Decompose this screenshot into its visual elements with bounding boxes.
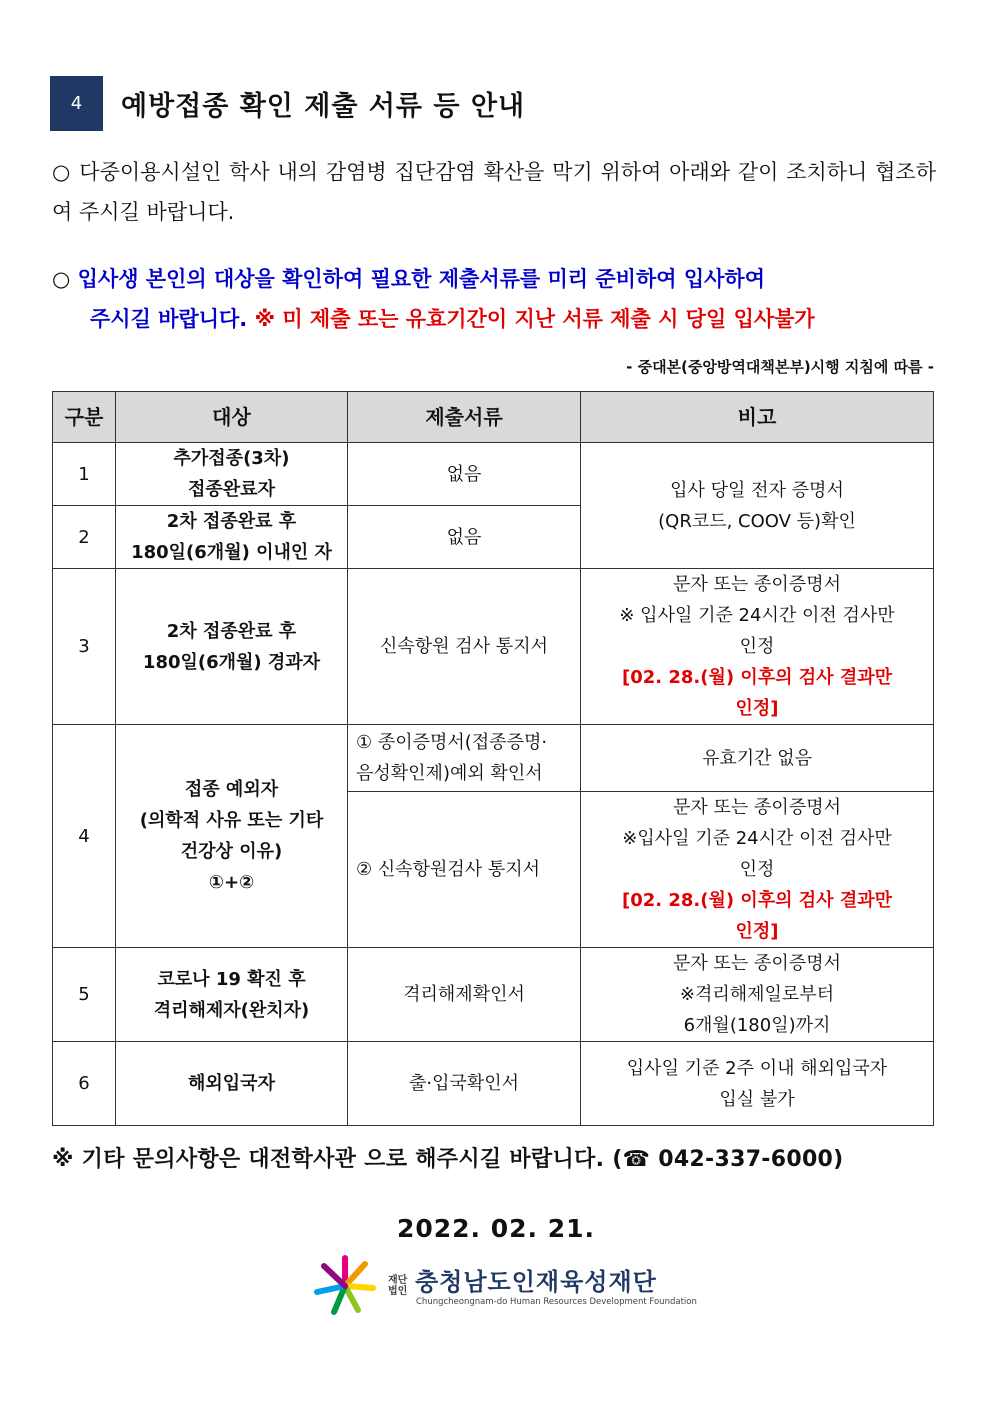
row-number: 4 [53,725,116,948]
header-documents: 제출서류 [348,392,581,443]
circle-bullet-icon: ○ [52,267,71,291]
logo-text [388,1262,697,1307]
section-number: 4 [50,76,103,131]
foundation-logo [310,1252,697,1316]
row-target [116,506,348,569]
header-target: 대상 [116,392,348,443]
remark-red-line: 인정] [735,698,779,719]
row-remark [581,1042,934,1126]
remark-line: 입사일 기준 2주 이내 해외입국자 [626,1057,888,1079]
row-remark [581,569,934,725]
target-line: 180일(6개월) 이내인 자 [131,542,332,563]
row-target [116,443,348,506]
row-number: 5 [53,948,116,1042]
header-remarks: 비고 [581,392,934,443]
row-number: 3 [53,569,116,725]
logo-small-line: 재단 [388,1274,408,1286]
row-target [116,948,348,1042]
row-document: 없음 [348,443,581,506]
remark-red-line: 인정] [735,921,779,942]
row-document: 없음 [348,506,581,569]
target-line: 2차 접종완료 후 [166,620,297,642]
remark-line: ※ 입사일 기준 24시간 이전 검사만 [619,605,895,626]
remark-line: 문자 또는 종이증명서 [673,574,841,595]
section-title: 예방접종 확인 제출 서류 등 안내 [121,91,526,122]
table-header-row [53,392,934,443]
remark-line: (QR코드, COOV 등)확인 [658,510,856,532]
row-remark [581,948,934,1042]
logo-name: 충청남도인재육성재단 [415,1267,657,1296]
remark-line: 입사 당일 전자 증명서 [670,479,844,501]
target-line: 코로나 19 확진 후 [157,968,306,990]
pinwheel-logo-icon [310,1252,380,1316]
remark-line: ※격리해제일로부터 [679,984,835,1005]
row-target: 해외입국자 [116,1042,348,1126]
remark-line: 인정 [739,859,775,880]
row-number: 2 [53,506,116,569]
remark-red-line: [02. 28.(월) 이후의 검사 결과만 [621,890,892,911]
document-line: 음성확인제)예외 확인서 [356,763,543,784]
row-document: 격리해제확인서 [348,948,581,1042]
row-document: 신속항원 검사 통지서 [348,569,581,725]
circle-bullet-icon: ○ [52,160,72,184]
documents-table [52,391,934,1126]
row-target [116,569,348,725]
document-line: ① 종이증명서(접종증명· [356,732,548,753]
remark-line: 입실 불가 [719,1088,795,1110]
table-row [53,569,934,725]
intro-paragraph [52,152,936,232]
notice-blue-text: 입사생 본인의 대상을 확인하여 필요한 제출서류를 미리 준비하여 입사하여 [77,267,765,291]
remark-red-line: [02. 28.(월) 이후의 검사 결과만 [621,667,892,688]
table-row [53,725,934,792]
table-row [53,1042,934,1126]
row-remark [581,792,934,948]
logo-legal-label [388,1275,410,1297]
target-line: 건강상 이유) [180,841,283,862]
contact-note: ※ 기타 문의사항은 대전학사관 으로 해주시길 바랍니다. (☎ 042-337-6000) [52,1147,844,1172]
remark-line: 인정 [739,636,775,657]
source-note: - 중대본(중앙방역대책본부)시행 지침에 따름 - [626,358,934,376]
row-document: ② 신속항원검사 통지서 [348,792,581,948]
row-number: 1 [53,443,116,506]
row-document [348,725,581,792]
logo-small-line: 법인 [388,1285,408,1297]
remark-line: 문자 또는 종이증명서 [673,953,841,974]
remark-line: 6개월(180일)까지 [683,1015,831,1036]
logo-english-name: Chungcheongnam-do Human Resources Development Foundation [416,1296,697,1307]
table-row [53,443,934,506]
intro-text: 다중이용시설인 학사 내의 감염병 집단감염 확산을 막기 위하여 아래와 같이 조치하니 협조하여 주시길 바랍니다. [52,160,937,224]
row-document: 출·입국확인서 [348,1042,581,1126]
target-line: 격리해제자(완치자) [153,999,310,1021]
notice-red-warning: ※ 미 제출 또는 유효기간이 지난 서류 제출 시 당일 입사불가 [254,307,815,331]
target-line: (의학적 사유 또는 기타 [139,810,324,831]
notice-blue-text-2: 주시길 바랍니다. [90,307,248,331]
target-line: 접종 예외자 [184,779,279,800]
row-remark [581,443,934,569]
target-line: 2차 접종완료 후 [166,511,297,532]
table-row [53,948,934,1042]
remark-line: ※입사일 기준 24시간 이전 검사만 [622,828,892,849]
target-line: 180일(6개월) 경과자 [142,651,321,673]
target-line: 추가접종(3차) [173,448,290,469]
row-remark: 유효기간 없음 [581,725,934,792]
row-target [116,725,348,948]
target-line: 접종완료자 [188,479,275,500]
row-number: 6 [53,1042,116,1126]
remark-line: 문자 또는 종이증명서 [673,797,841,818]
notice-paragraph [52,259,936,339]
section-header [50,76,525,131]
document-date: 2022. 02. 21. [396,1214,596,1243]
header-category: 구분 [53,392,116,443]
target-line: ①+② [208,872,255,893]
